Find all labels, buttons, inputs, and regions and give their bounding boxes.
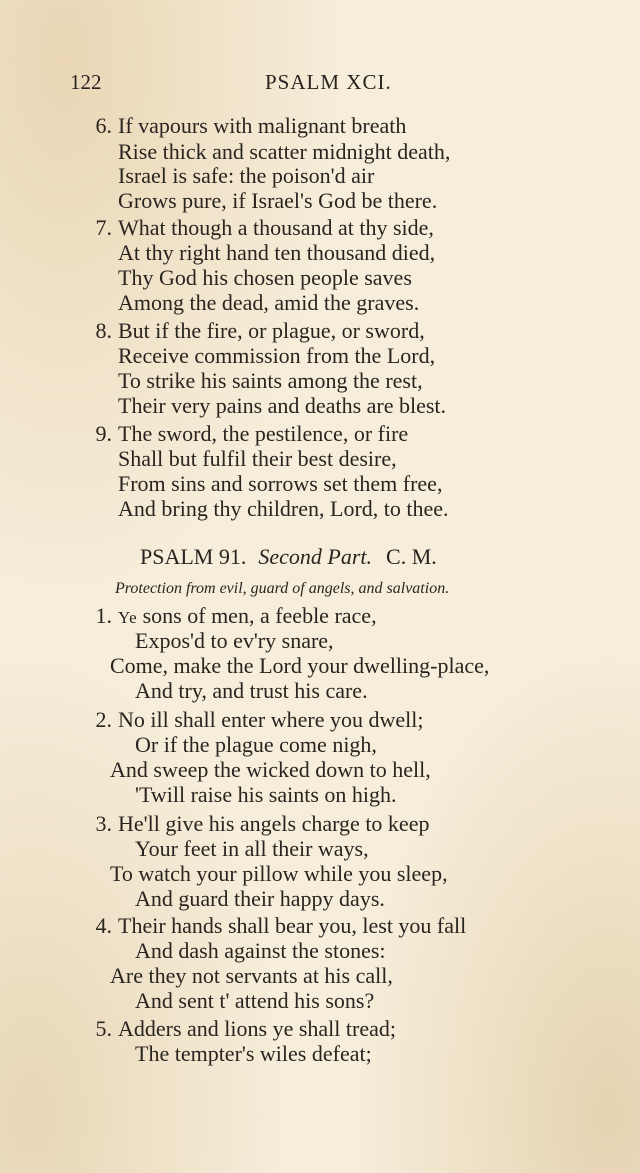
verse-line: But if the fire, or plague, or sword,: [118, 318, 425, 343]
stanza-6-line-3: Israel is safe: the poison'd air: [118, 163, 375, 188]
verse-line: He'll give his angels charge to keep: [118, 811, 430, 836]
stanza-3-line-2: Your feet in all their ways,: [135, 836, 369, 861]
stanza-6-line-2: Rise thick and scatter midnight death,: [118, 139, 451, 164]
stanza-number: 6.: [95, 113, 112, 138]
stanza-8-line-1: [86, 318, 425, 344]
stanza-5-line-1: [86, 1016, 396, 1042]
stanza-number: 5.: [95, 1016, 112, 1041]
running-title: PSALM XCI.: [265, 70, 392, 94]
stanza-4-line-3: Are they not servants at his call,: [110, 963, 393, 988]
stanza-number: 2.: [95, 707, 112, 732]
verse-line: Their hands shall bear you, lest you fall: [118, 913, 467, 938]
stanza-4-line-1: [86, 913, 466, 939]
stanza-4-line-2: And dash against the stones:: [135, 938, 386, 963]
stanza-number: 3.: [95, 811, 112, 836]
stanza-1-line-2: Expos'd to ev'ry snare,: [135, 628, 334, 653]
verse-line: sons of men, a feeble race,: [137, 603, 377, 628]
stanza-9-line-4: And bring thy children, Lord, to thee.: [118, 496, 449, 521]
stanza-7-line-3: Thy God his chosen people saves: [118, 265, 412, 290]
section-subtitle: Protection from evil, guard of angels, and salvation.: [115, 580, 450, 597]
stanza-1-line-1: [86, 603, 377, 631]
stanza-7-line-1: [86, 215, 434, 241]
stanza-number: 8.: [95, 318, 112, 343]
stanza-6-line-4: Grows pure, if Israel's God be there.: [118, 188, 438, 213]
stanza-6-line-1: [86, 113, 406, 139]
section-heading: [140, 544, 437, 570]
stanza-number: 9.: [95, 421, 112, 446]
verse-line: If vapours with malignant breath: [118, 113, 407, 138]
stanza-2-line-2: Or if the plague come nigh,: [135, 732, 377, 757]
stanza-4-line-4: And sent t' attend his sons?: [135, 988, 375, 1013]
stanza-3-line-1: [86, 811, 429, 837]
stanza-2-line-1: [86, 707, 423, 733]
first-word: Ye: [118, 608, 138, 627]
stanza-number: 4.: [95, 913, 112, 938]
stanza-number: 1.: [95, 603, 112, 628]
section-title: PSALM 91.: [140, 544, 247, 569]
verse-line: No ill shall enter where you dwell;: [118, 707, 424, 732]
section-part: Second Part.: [258, 544, 373, 569]
stanza-number: 7.: [95, 215, 112, 240]
stanza-3-line-3: To watch your pillow while you sleep,: [110, 861, 448, 886]
stanza-1-line-4: And try, and trust his care.: [135, 678, 368, 703]
stanza-7-line-2: At thy right hand ten thousand died,: [118, 240, 436, 265]
verse-line: What though a thousand at thy side,: [118, 215, 434, 240]
stanza-9-line-3: From sins and sorrows set them free,: [118, 471, 443, 496]
stanza-9-line-2: Shall but fulfil their best desire,: [118, 446, 397, 471]
verse-line: The sword, the pestilence, or fire: [118, 421, 409, 446]
stanza-2-line-3: And sweep the wicked down to hell,: [110, 757, 431, 782]
section-meter: C. M.: [386, 544, 437, 569]
stanza-8-line-2: Receive commission from the Lord,: [118, 343, 436, 368]
stanza-9-line-1: [86, 421, 408, 447]
stanza-7-line-4: Among the dead, amid the graves.: [118, 290, 420, 315]
stanza-8-line-3: To strike his saints among the rest,: [118, 368, 423, 393]
stanza-2-line-4: 'Twill raise his saints on high.: [135, 782, 397, 807]
page-header: [0, 70, 640, 100]
page-number: 122: [70, 70, 102, 94]
verse-line: Adders and lions ye shall tread;: [118, 1016, 396, 1041]
stanza-1-line-3: Come, make the Lord your dwelling-place,: [110, 653, 490, 678]
stanza-8-line-4: Their very pains and deaths are blest.: [118, 393, 447, 418]
stanza-5-line-2: The tempter's wiles defeat;: [135, 1041, 372, 1066]
stanza-3-line-4: And guard their happy days.: [135, 886, 385, 911]
